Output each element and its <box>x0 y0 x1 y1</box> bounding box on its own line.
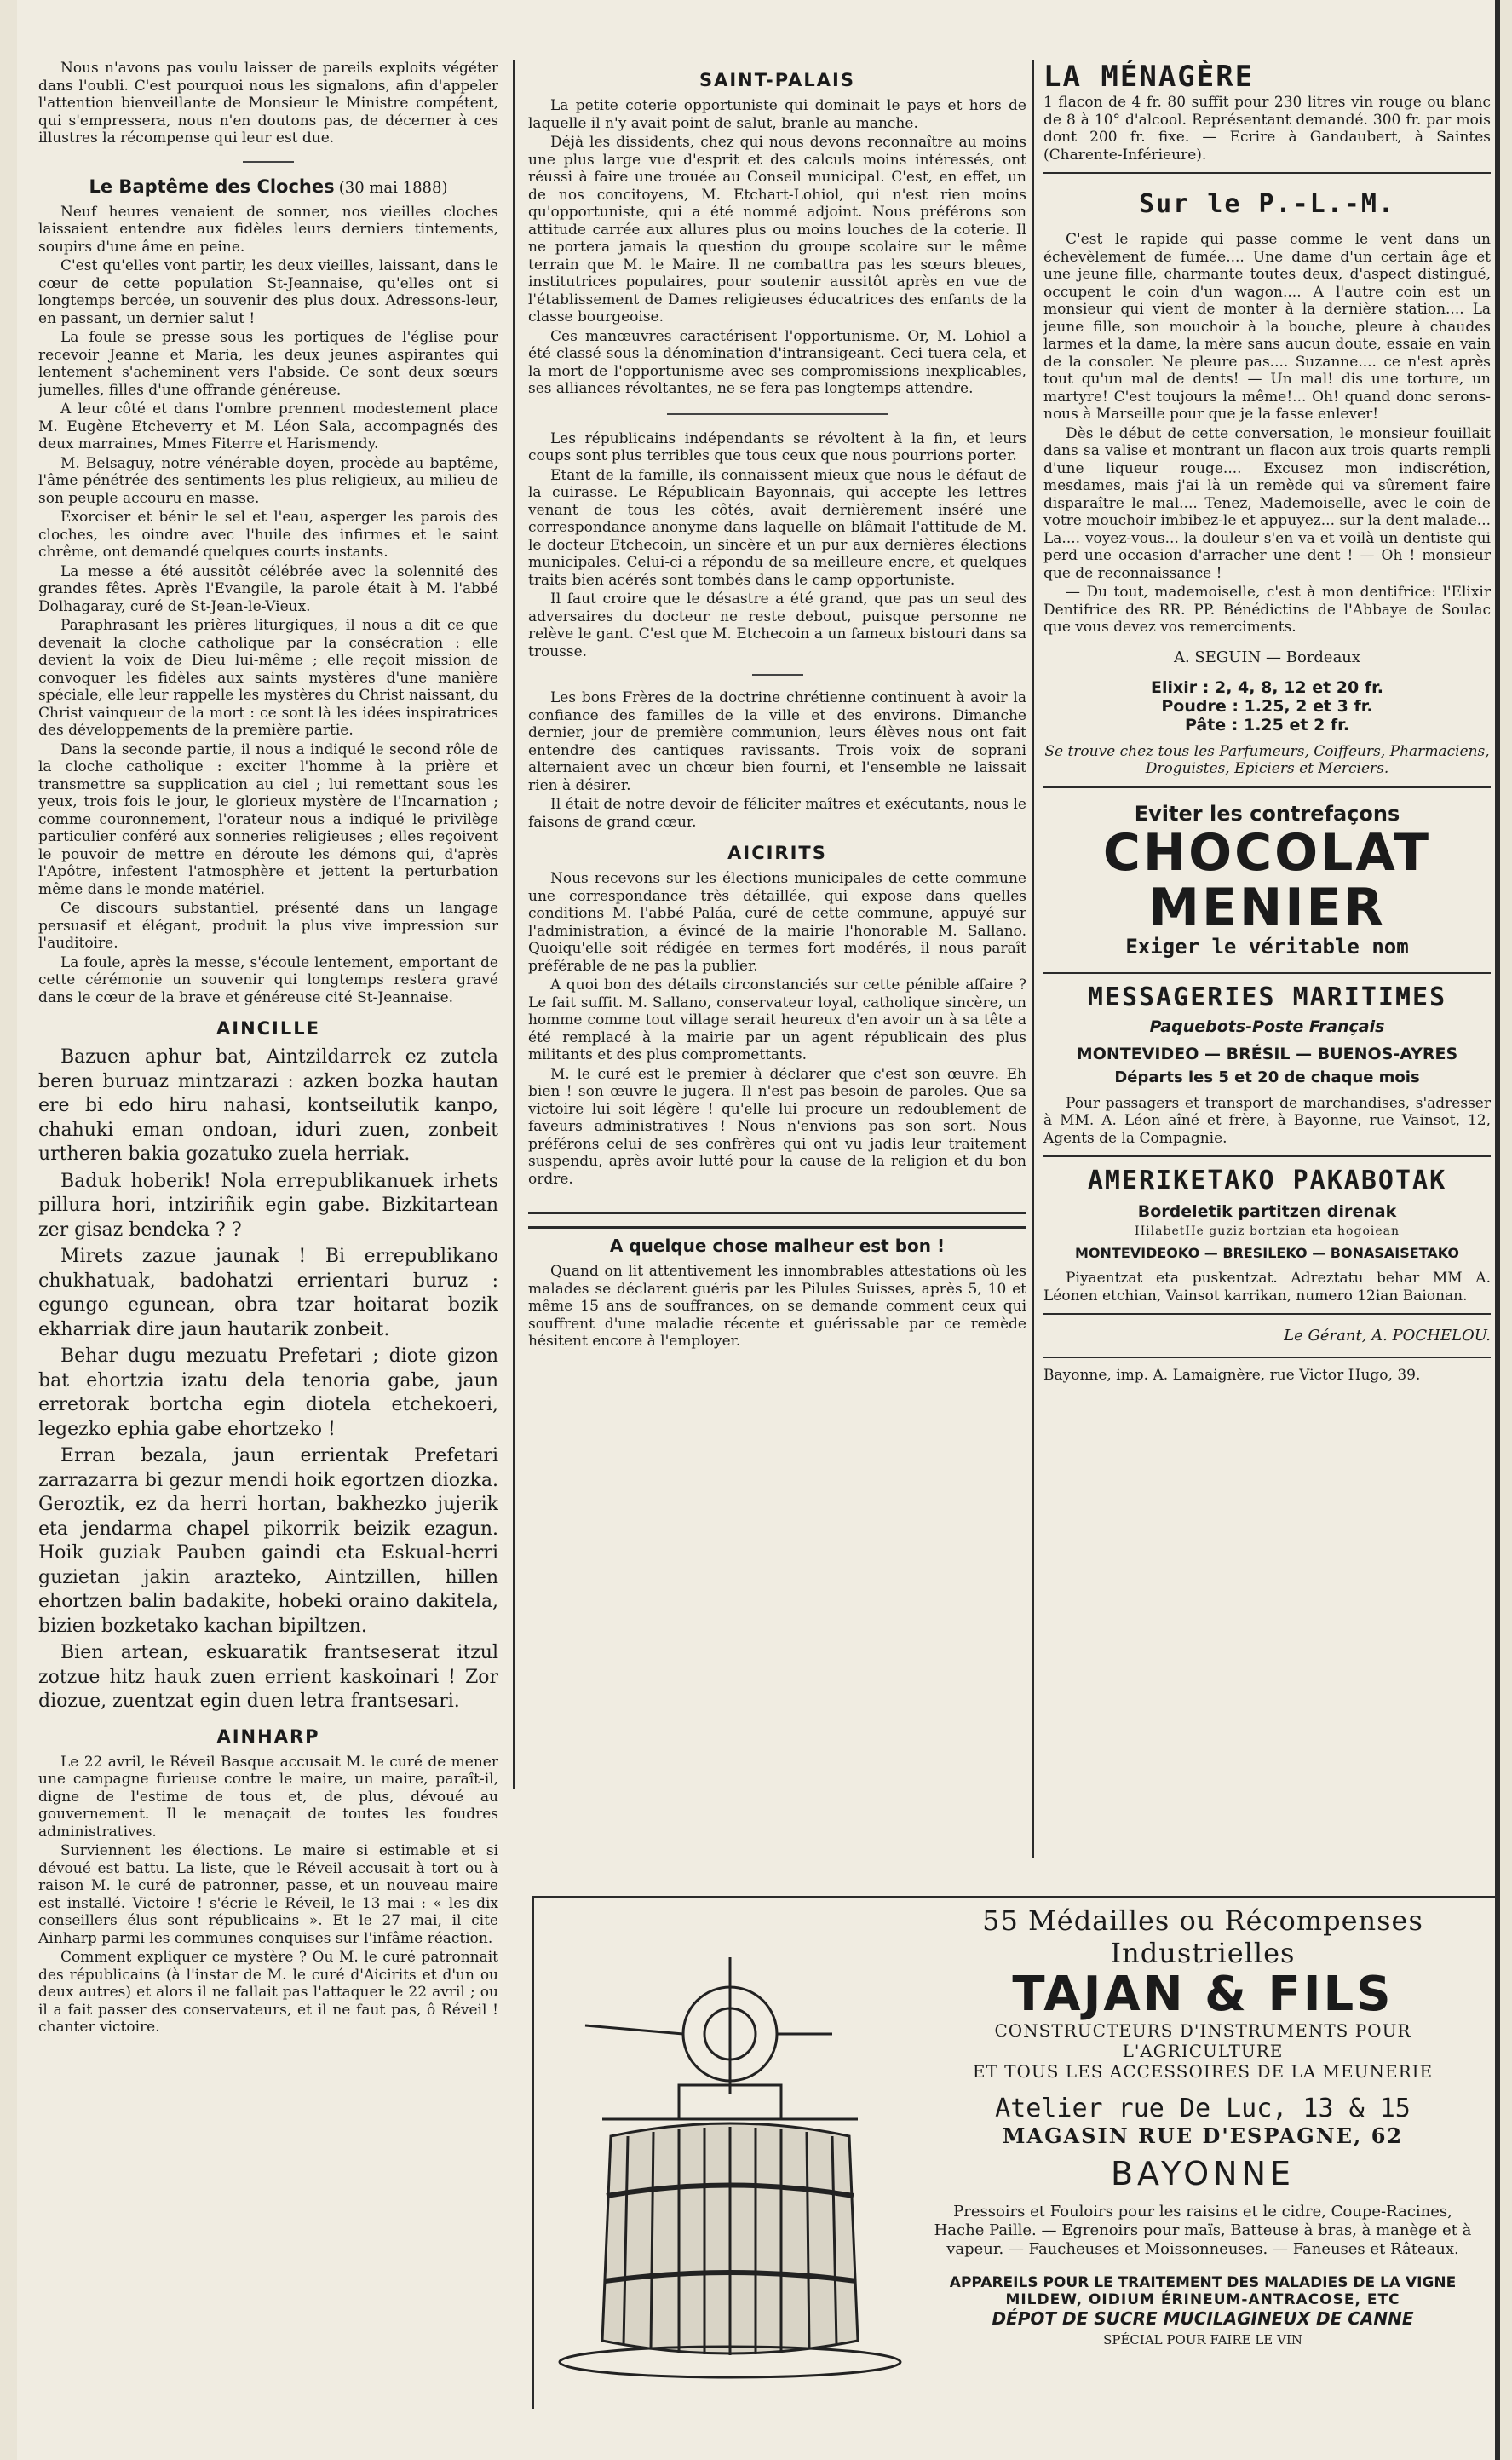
ad-line: MILDEW, OIDIUM ÉRINEUM-ANTRACOSE, ETC <box>1005 2291 1400 2308</box>
price-pate: Pâte : 1.25 et 2 fr. <box>1184 715 1350 735</box>
ad-line: APPAREILS POUR LE TRAITEMENT DES MALADIES DE LA VIGNE <box>949 2274 1457 2291</box>
ad-subtitle: Paquebots-Poste Français <box>1149 1017 1385 1036</box>
column-2 <box>528 70 1026 1859</box>
paragraph: Comment expliquer ce mystère ? Ou M. le curé patronnait des républicains (à l'instar de M. le curé d'Aicirits et d'un ou deux autres) et alors il ne fallait pas l'attaquer le 22 avril ; ou il a fait passer des conservateurs, et il ne faut pas, ô Réveil ! chanter victoire. <box>38 1949 498 2036</box>
ad-text: Piyaentzat eta puskentzat. Adreztatu behar MM A. Léonen etchian, Vainsot karrikan, numero 12ian Baionan. <box>1043 1270 1491 1305</box>
column-rule <box>1032 60 1034 1858</box>
ad-brand: TAJAN & FILS <box>1012 1967 1394 2022</box>
paragraph: Paraphrasant les prières liturgiques, il nous a dit ce que devenait la cloche catholique par la consécration : elle devient la voix de Dieu lui-même ; elle reçoit mission de convoquer les fidèles aux saints mystères d'une manière spéciale, elle leur rappelle les mystères du Christ naissant, du Christ vainqueur de la mort : ce sont là les idées inspiratrices des développements de la première partie. <box>38 617 498 739</box>
newspaper-page <box>17 0 1500 2460</box>
ad-text: 1 flacon de 4 fr. 80 suffit pour 230 litres vin rouge ou blanc de 8 à 10° d'alcool. Représentant demandé. 300 fr. par mois dont 200 fr. fixe. — Ecrire à Gandaubert, à Saintes (Charente-Inférieure). <box>1043 94 1491 164</box>
ad-brand: MENIER <box>1148 877 1386 937</box>
ad-title: AMERIKETAKO PAKABOTAK <box>1087 1166 1447 1195</box>
ad-text: Pressoirs et Fouloirs pour les raisins et le cidre, Coupe-Racines, Hache Paille. — Egrenoirs pour maïs, Batteuse à bras, à manège et à vapeur. — Faucheuses et Moissonneuses. — Faneuses et Râteaux. <box>934 2203 1472 2258</box>
paragraph: — Du tout, mademoiselle, c'est à mon dentifrice: l'Elixir Dentifrice des RR. PP. Bénédictins de l'Abbaye de Soulac que vous devez vos remerciments. <box>1043 584 1491 636</box>
section-heading-aincille: AINCILLE <box>216 1018 320 1039</box>
ad-menagere <box>1043 60 1491 94</box>
separator <box>1043 1357 1491 1358</box>
ad-text: Pour passagers et transport de marchandises, s'adresser à MM. A. Léon aîné et frère, à Bayonne, rue Vainsot, 12, Agents de la Compagnie. <box>1043 1094 1491 1147</box>
paragraph: C'est le rapide qui passe comme le vent dans un échevèlement de fumée.... Une dame d'un certain âge et une jeune fille, charmante toutes deux, d'aspect distingué, occupent le coin d'un wagon.... A l'autre coin est un monsieur qui vient de monter à la dernière station.... La jeune fille, son mouchoir à la bouche, pleure à chaudes larmes et la dame, la mère sans aucun doute, essaie en vain de la consoler. Ne pleure pas.... Suzanne.... ce n'est après tout qu'un mal de dents! — Un mal! dis une torture, un martyre! C'est toujours la même!... Oh! quand donc serons-nous à Marseille pour que je la fasse enlever! <box>1043 231 1491 423</box>
paragraph: M. le curé est le premier à déclarer que c'est son œuvre. Eh bien ! son œuvre le jugera. Il n'est pas besoin de paroles. Que sa victoire lui soit légère ! qu'elle lui procure un redoublement de faveurs administratives ! Nous n'envions pas son sort. Nous préférons celui de ses confrères qui ont vu jadis leur traitement suspendu, après avoir lutté pour la cause de la religion et du bon ordre. <box>528 1065 1026 1188</box>
paragraph: Les bons Frères de la doctrine chrétienne continuent à avoir la confiance des familles de la ville et des environs. Dimanche dernier, jour de première communion, leurs élèves nous ont fait entendre des cantiques ravissants. Trois voix de soprani alternaient avec un chœur bien fourni, et l'ensemble ne laissait rien à désirer. <box>528 689 1026 794</box>
paragraph: Exorciser et bénir le sel et l'eau, asperger les parois des cloches, les oindre avec l'huile des infirmes et le saint chrême, ont demandé quelques courts instants. <box>38 509 498 561</box>
paragraph: La foule se presse sous les portiques de l'église pour recevoir Jeanne et Maria, les deux jeunes aspirantes qui lentement s'acheminent vers l'abside. Ce sont deux sœurs jumelles, filles d'une offrande généreuse. <box>38 329 498 399</box>
separator <box>752 674 803 676</box>
paragraph: M. Belsaguy, notre vénérable doyen, procède au baptême, l'âme pénétrée des sentiments les plus religieux, au milieu de son peuple accouru en masse. <box>38 454 498 507</box>
column-rule <box>513 60 515 1789</box>
paragraph: Etant de la famille, ils connaissent mieux que nous le défaut de la cuirasse. Le Républicain Bayonnais, qui accepte les lettres venant de tous les côtés, avait dernièrement inséré une correspondance anonyme dans laquelle on blâmait l'attitude de M. le docteur Etchecoin, un sincère et un pur aux dernières élections municipales. Celui-ci a répondu de sa meilleure encre, et quelques traits bien acérés sont tombés dans le camp opportuniste. <box>528 466 1026 589</box>
ad-brand: CHOCOLAT <box>1102 822 1432 883</box>
ad-subtitle: Bordeletik partitzen direnak <box>1137 1202 1397 1221</box>
ad-title: LA MÉNAGÈRE <box>1043 60 1255 94</box>
paragraph: Déjà les dissidents, chez qui nous devons reconnaître au moins une plus large vue d'esprit et des calculs moins intéressés, ont réussi à faire une trouée au Conseil municipal. C'est, en effet, un de nos concitoyens, M. Etchart-Lohiol, qui n'est rien moins qu'opportuniste, qui a été nommé adjoint. Nous préférons son attitude carrée aux allures plus ou moins louches de la coterie. Il ne portera jamais la question du groupe scolaire sur le même terrain que M. le Maire. Il ne combattra pas les sœurs bleues, institutrices populaires, pour soutenir aussitôt après en vue de l'établissement de Dames religieuses éducatrices des enfants de la classe bourgeoise. <box>528 134 1026 326</box>
imprint-line: Bayonne, imp. A. Lamaignère, rue Victor Hugo, 39. <box>1043 1367 1421 1384</box>
paragraph: La foule, après la messe, s'écoule lentement, emportant de cette cérémonie un souvenir qui longtemps restera gravé dans le cœur de la brave et généreuse cité St-Jeannaise. <box>38 953 498 1006</box>
paragraph: Behar dugu mezuatu Prefetari ; diote gizon bat ehortzia izatu dela tenoria gabe, jaun erretorak bortcha egin diotela etchekoeri, legezko ephia gabe ehortzeko ! <box>38 1345 498 1440</box>
ad-subtitle: HilabetHe guziz bortzian eta hogoiean <box>1134 1224 1400 1238</box>
separator <box>1043 972 1491 974</box>
wine-press-illustration <box>551 1940 917 2383</box>
gerant-line: Le Gérant, A. POCHELOU. <box>1284 1327 1491 1345</box>
article-title: Le Baptême des Cloches <box>89 176 335 197</box>
seguin-line: A. SEGUIN — Bordeaux <box>1173 648 1361 666</box>
ad-medals: 55 Médailles ou Récompenses Industrielles <box>982 1904 1423 1969</box>
ad-tajan-text <box>926 1904 1480 2348</box>
separator <box>243 161 294 163</box>
article-heading <box>38 176 498 197</box>
price-elixir: Elixir : 2, 4, 8, 12 et 20 fr. <box>1151 677 1383 697</box>
ad-route: MONTEVIDEOKO — BRESILEKO — BONASAISETAKO <box>1074 1245 1459 1261</box>
paragraph: Les républicains indépendants se révoltent à la fin, et leurs coups sont plus terribles que tous ceux que nous pourrions porter. <box>528 429 1026 464</box>
paragraph: Nous recevons sur les élections municipales de cette commune une correspondance très détaillée, qui expose dans quelles conditions M. l'abbé Paláa, curé de cette commune, appuyé sur l'administration, a évincé de la mairie l'honorable M. Sallano. Quoiqu'elle soit rédigée en termes fort modérés, il nous paraît préférable de ne pas la publier. <box>528 870 1026 975</box>
article-body <box>38 204 498 1007</box>
paragraph: Le 22 avril, le Réveil Basque accusait M. le curé de mener une campagne furieuse contre le maire, un maire, paraît-il, digne de l'estime de tous et, de plus, dévoué au gouvernement. Il le menaçait de toutes les foudres administratives. <box>38 1753 498 1841</box>
ad-magasin: MAGASIN RUE D'ESPAGNE, 62 <box>1002 2123 1404 2148</box>
ad-city: BAYONNE <box>1110 2155 1296 2192</box>
section-heading-saint-palais: SAINT-PALAIS <box>699 70 855 90</box>
paragraph: A leur côté et dans l'ombre prennent modestement place M. Eugène Etcheverry et M. Léon Sala, accompagnés des deux marraines, Mmes Fiterre et Harismendy. <box>38 400 498 452</box>
article-body <box>38 1046 498 1714</box>
ornamental-rule <box>528 1212 1026 1229</box>
paragraph: Il était de notre devoir de féliciter maîtres et exécutants, nous le faisons de grand cœur. <box>528 796 1026 831</box>
article-body <box>38 1754 498 2037</box>
ad-departures: Départs les 5 et 20 de chaque mois <box>1114 1068 1420 1086</box>
ad-line: CONSTRUCTEURS D'INSTRUMENTS POUR L'AGRICULTURE <box>994 2020 1411 2061</box>
stockists: Se trouve chez tous les Parfumeurs, Coiffeurs, Pharmaciens, Droguistes, Epiciers et Merciers. <box>1044 742 1490 777</box>
section-heading-aicirits: AICIRITS <box>727 843 827 863</box>
paragraph: Ces manœuvres caractérisent l'opportunisme. Or, M. Lohiol a été classé sous la dénomination d'intransigeant. Ceci tuera cela, et la mort de l'opportunisme avec ses compromissions inexplicables, ses alliances révoltantes, ne se fera pas longtemps attendre. <box>528 327 1026 397</box>
article-date: (30 mai 1888) <box>338 178 448 197</box>
ad-line: ET TOUS LES ACCESSOIRES DE LA MEUNERIE <box>972 2061 1434 2082</box>
ad-title: MESSAGERIES MARITIMES <box>1087 982 1447 1012</box>
paragraph: Neuf heures venaient de sonner, nos vieilles cloches laissaient entendre aux fidèles leurs derniers tintements, soupirs d'une âme en peine. <box>38 203 498 256</box>
paragraph: Dès le début de cette conversation, le monsieur fouillait dans sa valise et montrant un flacon aux trois quarts rempli d'une liqueur rouge.... Excusez mon indiscrétion, mesdames, mais j'ai là un remède qui va sûrement faire disparaître le mal.... Tenez, Mademoiselle, avec le coin de votre mouchoir imbibez-le et appuyez... sur la dent malade... La.... voyez-vous... la douleur s'en va et voilà un dentiste qui perd une occasion d'arracher une dent ! — Oh ! monsieur que de reconnaissance ! <box>1043 424 1491 582</box>
ad-line: SPÉCIAL POUR FAIRE LE VIN <box>1103 2332 1302 2348</box>
section-heading-ainharp: AINHARP <box>216 1725 320 1747</box>
ad-title-malheur: A quelque chose malheur est bon ! <box>609 1236 946 1256</box>
separator <box>1043 1313 1491 1315</box>
ad-tajan <box>532 1896 1497 2409</box>
paragraph: Bazuen aphur bat, Aintzildarrek ez zutela beren buruaz mintzarazi : azken bozka hautan ere bi edo hiru nahasi, kontseilutik kanpo, chahuki eman ondoan, iduri zuen, zonbeit urtheren bakia gozatuko zuela herriak. <box>38 1046 498 1165</box>
column-1 <box>38 60 498 2446</box>
paragraph: C'est qu'elles vont partir, les deux vieilles, laissant, dans le cœur de cette population St-Jeannaise, qu'elles ont si longtemps bercée, un souvenir des plus doux. Adressons-leur, en passant, un dernier salut ! <box>38 257 498 327</box>
ad-menier <box>1043 802 1491 959</box>
intro-paragraph: Nous n'avons pas voulu laisser de pareils exploits végéter dans l'oubli. C'est pourquoi nous les signalons, afin d'appeler l'attention bienveillante de Monsieur le Ministre compétent, qui s'empressera, nous n'en doutons pas, de décerner à ces illustres la récompense qui leur est due. <box>38 60 498 147</box>
ad-messageries <box>1043 982 1491 1148</box>
paragraph: Baduk hoberik! Nola errepublikanuek irhets pillura hori, intziriñik egin gabe. Bizkitartean zer gisaz bendeka ? ? <box>38 1170 498 1241</box>
paragraph: Bien artean, eskuaratik frantseserat itzul zotzue hitz hauk zuen errient kaskoinari ! Zor diozue, zuentzat egin duen letra frantsesari. <box>38 1642 498 1712</box>
ad-line: Exiger le véritable nom <box>1125 934 1409 959</box>
separator <box>667 413 888 415</box>
ad-atelier: Atelier rue De Luc, 13 & 15 <box>995 2094 1411 2123</box>
separator <box>1043 1155 1491 1157</box>
paragraph: Surviennent les élections. Le maire si estimable et si dévoué est battu. La liste, que le Réveil accusait à tort ou à raison M. le curé de patronner, passe, et un nouveau maire est installé. Victoire ! s'écrie le Réveil, le 13 mai : « les dix conseillers élus sont républicains ». Et le 27 mai, il cite Ainharp parmi les communes conquises sur l'infâme réaction. <box>38 1842 498 1947</box>
separator <box>1043 786 1491 788</box>
paragraph: Ce discours substantiel, présenté dans un langage persuasif et élégant, produit la plus vive impression sur l'auditoire. <box>38 900 498 952</box>
paragraph: La petite coterie opportuniste qui dominait le pays et hors de laquelle il n'y avait point de salut, branle au manche. <box>528 97 1026 132</box>
ad-line: DÉPOT DE SUCRE MUCILAGINEUX DE CANNE <box>992 2308 1414 2329</box>
ad-line: Eviter les contrefaçons <box>1134 801 1400 826</box>
paragraph: A quoi bon des détails circonstanciés sur cette pénible affaire ? Le fait suffit. M. Sallano, conservateur loyal, catholique sincère, un homme comme tout village serait heureux d'en avoir un à sa tête a été remplacé à la mairie par un agent républicain des plus militants et des plus compromettants. <box>528 977 1026 1063</box>
ad-ameriketako <box>1043 1166 1491 1305</box>
paragraph: Mirets zazue jaunak ! Bi errepublikano chukhatuak, badohatzi errientari buruz : egungo egunean, obra tzar hoitarat bozik ekharriak dire jaun hautarik zonbeit. <box>38 1246 498 1340</box>
separator <box>1043 172 1491 174</box>
paragraph: La messe a été aussitôt célébrée avec la solennité des grandes fêtes. Après l'Evangile, la parole était à M. l'abbé Dolhagaray, curé de St-Jean-le-Vieux. <box>38 562 498 615</box>
price-poudre: Poudre : 1.25, 2 et 3 fr. <box>1161 696 1373 716</box>
column-3 <box>1043 60 1491 1883</box>
paragraph: Dans la seconde partie, il nous a indiqué le second rôle de la cloche catholique : exciter l'homme à la prière et transmettre sa supplication au ciel ; lui remettant sous les yeux, trois fois le jour, le glorieux mystère de l'Incarnation ; comme couronnement, l'orateur nous a indiqué le privilège particulier conféré aux sonneries religieuses ; elles reçoivent le pouvoir de mettre en déroute les démons qui, d'après l'Apôtre, infestent l'atmosphère et jettent la perturbation même dans le monde matériel. <box>38 740 498 898</box>
paragraph: Il faut croire que le désastre a été grand, que pas un seul des adversaires du docteur ne reste debout, puisque personne ne relève le gant. C'est que M. Etchecoin a un fameux bistouri dans sa trousse. <box>528 591 1026 660</box>
ad-title-plm: Sur le P.-L.-M. <box>1139 189 1395 219</box>
paragraph: Quand on lit attentivement les innombrables attestations où les malades se déclarent guéris par les Pilules Suisses, après 5, 10 et même 15 ans de souffrances, on se demande comment ceux qui souffrent d'une maladie récente et guérissable par ce remède hésitent encore à l'employer. <box>528 1263 1026 1350</box>
paragraph: Erran bezala, jaun errientak Prefetari zarrazarra bi gezur mendi hoik egortzen diozka. Geroztik, ez da herri hortan, bakhezko jujerik eta jendarma chapel pikorrik beizik ezagun. Hoik guziak Pauben gaindi eta Eskual-herri guzietan jakin arazteko, Aintzillen, hillen ehortzen balin badakite, hobeki oraino dakitela, bizien bozketako kachan bipiltzen. <box>38 1445 498 1637</box>
ad-route: MONTEVIDEO — BRÉSIL — BUENOS-AYRES <box>1076 1044 1458 1063</box>
